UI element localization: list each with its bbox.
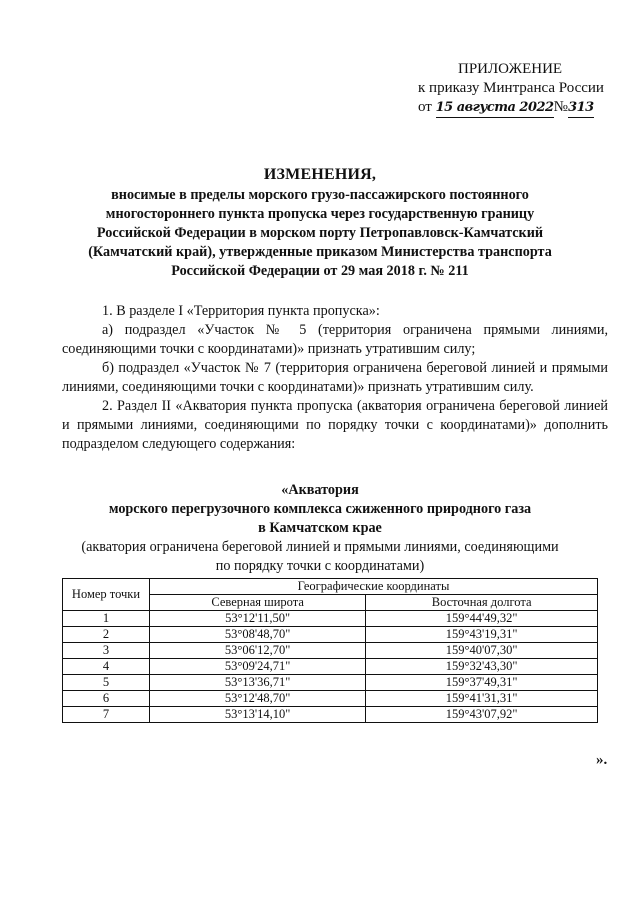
latitude-cell: 53°12'48,70": [150, 691, 366, 707]
point-number: 3: [63, 643, 150, 659]
date-prefix: от: [418, 99, 432, 115]
latitude-cell: 53°06'12,70": [150, 643, 366, 659]
longitude-cell: 159°40'07,30": [366, 643, 598, 659]
subtitle-line: Российской Федерации в морском порту Петропавловск-Камчатский: [96, 225, 544, 241]
appendix-date-line: [418, 98, 618, 118]
longitude-cell: 159°43'07,92": [366, 707, 598, 723]
latitude-cell: 53°12'11,50": [150, 611, 366, 627]
table-row: [63, 707, 598, 723]
point-number: 5: [63, 675, 150, 691]
point-number: 6: [63, 691, 150, 707]
header-east-longitude: Восточная долгота: [366, 595, 598, 611]
document-subtitle: [0, 186, 640, 281]
table-row: [63, 691, 598, 707]
header-north-latitude: Северная широта: [150, 595, 366, 611]
table-row: [63, 643, 598, 659]
number-prefix: №: [553, 99, 568, 115]
header-geo-coordinates: Географические координаты: [150, 579, 598, 595]
appendix-header: [418, 60, 618, 118]
appendix-order-ref: к приказу Минтранса России: [418, 80, 604, 96]
body-text: [62, 302, 608, 454]
latitude-cell: 53°13'36,71": [150, 675, 366, 691]
longitude-cell: 159°44'49,32": [366, 611, 598, 627]
subtitle-line: многостороннего пункта пропуска через государственную границу: [105, 206, 535, 222]
subsection-note-line: (акватория ограничена береговой линией и прямыми линиями, соединяющими: [81, 539, 559, 555]
paragraph-1a: а) подраздел «Участок № 5 (территория ограничена прямыми линиями, соединяющими точки с координатами)» признать утратившим силу;: [62, 322, 608, 357]
latitude-cell: 53°08'48,70": [150, 627, 366, 643]
longitude-cell: 159°43'19,31": [366, 627, 598, 643]
subsection-title-line: морского перегрузочного комплекса сжиженного природного газа: [108, 501, 532, 517]
subtitle-line: Российской Федерации от 29 мая 2018 г. № 211: [171, 263, 469, 279]
closing-quote: ».: [596, 752, 608, 768]
table-row: [63, 659, 598, 675]
subsection-title-line: «Акватория: [281, 482, 359, 498]
table-row: [63, 611, 598, 627]
subsection-title: [0, 481, 640, 576]
paragraph-1: 1. В разделе I «Территория пункта пропуска»:: [102, 303, 380, 319]
handwritten-date: 15 августа 2022: [436, 98, 554, 118]
point-number: 4: [63, 659, 150, 675]
appendix-title: ПРИЛОЖЕНИЕ: [458, 61, 563, 77]
paragraph-2: 2. Раздел II «Акватория пункта пропуска (акватория ограничена береговой линией и прямыми линиями, соединяющими по порядку точки с координатами)» дополнить подразделом следующего содержания:: [62, 398, 608, 452]
longitude-cell: 159°32'43,30": [366, 659, 598, 675]
point-number: 7: [63, 707, 150, 723]
table-row: [63, 675, 598, 691]
paragraph-1b: б) подраздел «Участок № 7 (территория ограничена береговой линией и прямыми линиями, соединяющими точки с координатами)» признать утратившим силу.: [62, 360, 608, 395]
subtitle-line: (Камчатский край), утвержденные приказом Министерства транспорта: [88, 244, 552, 260]
point-number: 2: [63, 627, 150, 643]
latitude-cell: 53°13'14,10": [150, 707, 366, 723]
longitude-cell: 159°37'49,31": [366, 675, 598, 691]
latitude-cell: 53°09'24,71": [150, 659, 366, 675]
point-number: 1: [63, 611, 150, 627]
subsection-note-line: по порядку точки с координатами): [215, 558, 425, 574]
coordinates-table: [62, 578, 598, 723]
longitude-cell: 159°41'31,31": [366, 691, 598, 707]
table-row: [63, 627, 598, 643]
subtitle-line: вносимые в пределы морского грузо-пассажирского постоянного: [111, 187, 529, 203]
subsection-title-line: в Камчатском крае: [258, 520, 382, 536]
header-point-number: Номер точки: [63, 579, 150, 611]
document-title: ИЗМЕНЕНИЯ,: [263, 166, 377, 183]
handwritten-number: 313: [568, 98, 594, 118]
